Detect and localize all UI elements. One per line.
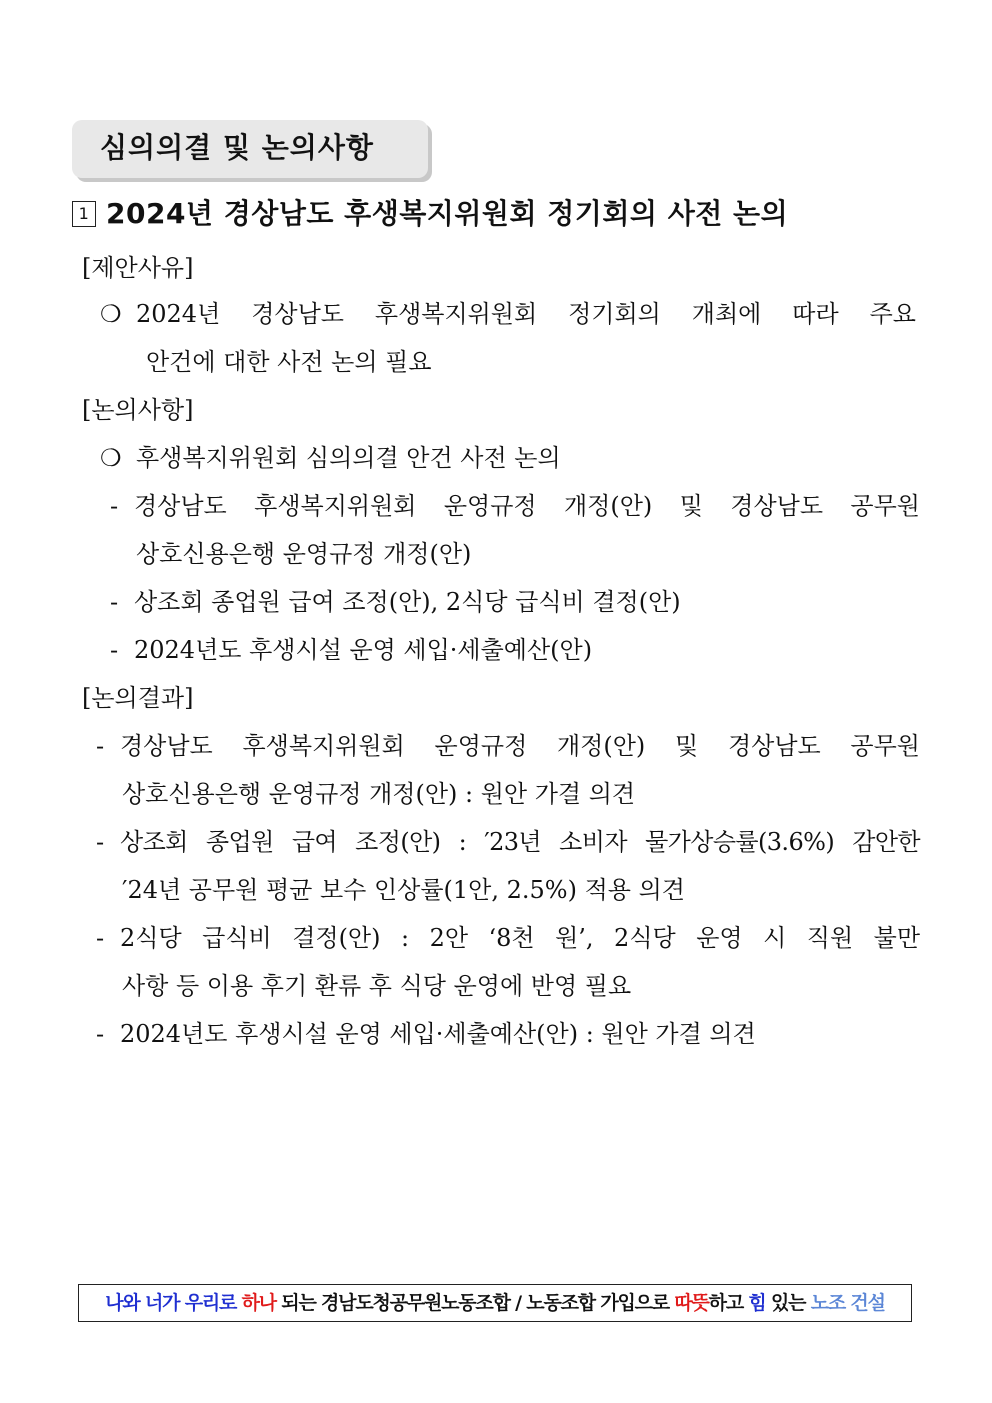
results-label: [논의결과] bbox=[82, 684, 194, 712]
discussion-label: [논의사항] bbox=[82, 396, 194, 424]
results-item-3-text: 2식당 급식비 결정(안) : 2안 ‘8천 원’, 2식당 운영 시 직원 불만 bbox=[120, 924, 920, 952]
slogan-segment: 노조 건설 bbox=[810, 1292, 885, 1314]
results-item-1-text: 경상남도 후생복지위원회 운영규정 개정(안) 및 경상남도 공무원 bbox=[120, 732, 920, 760]
slogan-segment: 힘 bbox=[748, 1292, 766, 1314]
discussion-main-text: 후생복지위원회 심의의결 안건 사전 논의 bbox=[136, 444, 561, 472]
dash-mark: - bbox=[96, 732, 105, 760]
results-item-2-text: 상조회 종업원 급여 조정(안) : ′23년 소비자 물가상승률(3.6%) 감안한 bbox=[120, 828, 920, 856]
results-item-1 bbox=[96, 724, 920, 768]
dash-mark: - bbox=[96, 1020, 105, 1048]
discussion-item-1-text: 경상남도 후생복지위원회 운영규정 개정(안) 및 경상남도 공무원 bbox=[134, 492, 920, 520]
page-title: 심의의결 및 논의사항 bbox=[100, 131, 374, 164]
dash-mark: - bbox=[110, 636, 119, 664]
results-item-2-cont: ′24년 공무원 평균 보수 인상률(1안, 2.5%) 적용 의견 bbox=[122, 876, 685, 904]
discussion-item-1-cont: 상호신용은행 운영규정 개정(안) bbox=[136, 540, 472, 568]
discussion-item-3-text: 2024년도 후생시설 운영 세입·세출예산(안) bbox=[134, 636, 593, 664]
dash-mark: - bbox=[110, 588, 119, 616]
proposal-line-2: 안건에 대한 사전 논의 필요 bbox=[146, 348, 432, 376]
results-item-3 bbox=[96, 916, 920, 960]
results-item-1-cont: 상호신용은행 운영규정 개정(안) : 원안 가결 의견 bbox=[122, 780, 636, 808]
dash-mark: - bbox=[96, 828, 105, 856]
section-heading-text: 2024년 경상남도 후생복지위원회 정기회의 사전 논의 bbox=[106, 197, 789, 230]
slogan-segment: 나와 너가 우리로 bbox=[105, 1292, 242, 1314]
slogan-segment: 되는 경남도청공무원노동조합 / 노동조합 가입으로 bbox=[275, 1292, 675, 1314]
proposal-bullet: ❍ bbox=[100, 300, 122, 328]
discussion-item-1 bbox=[110, 484, 920, 528]
discussion-item-2 bbox=[110, 580, 681, 624]
proposal-label: [제안사유] bbox=[82, 254, 194, 282]
section-number: 1 bbox=[72, 201, 96, 227]
slogan-segment: 있는 bbox=[765, 1292, 811, 1314]
slogan-segment: 하고 bbox=[708, 1292, 749, 1314]
discussion-bullet: ❍ bbox=[100, 444, 122, 472]
dash-mark: - bbox=[96, 924, 105, 952]
results-item-2 bbox=[96, 820, 920, 864]
proposal-line-1 bbox=[100, 292, 922, 336]
dash-mark: - bbox=[110, 492, 119, 520]
discussion-main bbox=[100, 436, 561, 480]
results-item-4 bbox=[96, 1012, 756, 1056]
discussion-item-3 bbox=[110, 628, 592, 672]
discussion-item-2-text: 상조회 종업원 급여 조정(안), 2식당 급식비 결정(안) bbox=[134, 588, 681, 616]
slogan-segment: 하나 bbox=[241, 1292, 276, 1314]
footer-slogan bbox=[78, 1284, 912, 1322]
slogan-segment: 따뜻 bbox=[674, 1292, 709, 1314]
section-heading bbox=[72, 192, 788, 236]
proposal-text-1: 2024년 경상남도 후생복지위원회 정기회의 개최에 따라 주요 bbox=[136, 300, 916, 328]
results-item-4-text: 2024년도 후생시설 운영 세입·세출예산(안) : 원안 가결 의견 bbox=[120, 1020, 756, 1048]
results-item-3-cont: 사항 등 이용 후기 환류 후 식당 운영에 반영 필요 bbox=[122, 972, 632, 1000]
